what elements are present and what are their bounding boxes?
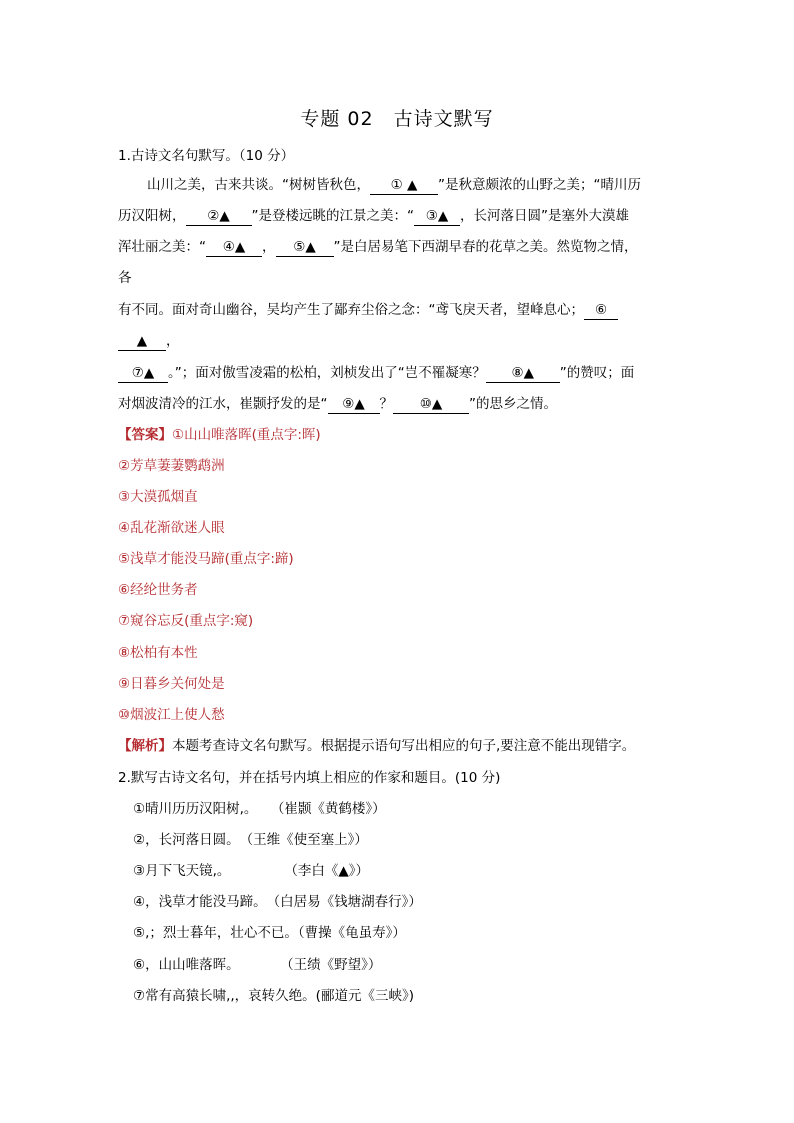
- q1-line-4: 各: [118, 270, 132, 286]
- answer-item: ④乱花渐欲迷人眼: [118, 520, 225, 536]
- q1-line-3: [118, 237, 638, 257]
- blank-9: ⑨▲: [328, 395, 380, 414]
- q1-heading: 1.古诗文名句默写。（10 分）: [118, 148, 295, 164]
- q1-text: 对烟波清冷的江水，崔颢抒发的是“: [118, 396, 328, 412]
- q1-line-7: [118, 363, 634, 383]
- blank-6-cont: ▲: [118, 332, 166, 351]
- page-title: 专题 02 古诗文默写: [300, 108, 494, 130]
- q2-item: ①晴川历历汉阳树,。 （崔颢《黄鹤楼》）: [133, 801, 386, 817]
- analysis-line: [118, 736, 635, 756]
- q1-line-1: [147, 175, 641, 195]
- q2-item: ③月下飞天镜,。 （李白《▲》）: [133, 863, 370, 879]
- q1-line-5: [118, 300, 618, 320]
- answer-item: ①山山唯落晖(重点字:晖): [172, 427, 321, 443]
- q1-line-8: [118, 394, 557, 414]
- q2-item: ⑦常有高猿长啸,,，哀转久绝。(郦道元《三峡》): [133, 988, 414, 1004]
- q1-text: 。”；面对傲雪凌霜的松柏，刘桢发出了“岂不罹凝寒？: [168, 365, 486, 381]
- q2-item: ②，长河落日圆。 （王维《使至塞上》）: [133, 832, 368, 848]
- answer-item: ⑧松柏有本性: [118, 645, 198, 661]
- q1-text: 历汉阳树，: [118, 208, 186, 224]
- answer-line-1: [118, 425, 321, 445]
- q2-item: ④，浅草才能没马蹄。 （白居易《钱塘湖春行》）: [133, 894, 422, 910]
- q1-text: 有不同。面对奇山幽谷，吴均产生了鄙弃尘俗之念：“鸢飞戾天者，望峰息心；: [118, 302, 584, 318]
- blank-5: ⑤▲: [276, 238, 334, 257]
- analysis-text: 本题考查诗文名句默写。根据提示语句写出相应的句子,要注意不能出现错字。: [172, 738, 636, 754]
- q1-text: ，长河落日圆”是塞外大漠雄: [460, 208, 629, 224]
- q1-text: ”是秋意颇浓的山野之美；“晴川历: [438, 177, 641, 193]
- blank-4: ④▲: [206, 238, 262, 257]
- q1-text: ，: [166, 333, 180, 349]
- blank-3: ③▲: [414, 207, 460, 226]
- q1-line-6: [118, 331, 180, 351]
- q1-text: ，: [262, 239, 276, 255]
- q2-item: ⑥，山山唯落晖。 （王绩《野望》）: [133, 957, 382, 973]
- answer-item: ③大漠孤烟直: [118, 489, 198, 505]
- blank-1: ① ▲: [370, 176, 438, 195]
- q1-line-2: [118, 206, 629, 226]
- blank-2: ②▲: [186, 207, 252, 226]
- blank-10: ⑩▲: [393, 395, 469, 414]
- q1-text: ”的赞叹；面: [559, 365, 635, 381]
- q1-text: ”的思乡之情。: [469, 396, 557, 412]
- blank-8: ⑧▲: [486, 364, 560, 383]
- q1-text: 山川之美，古来共谈。“树树皆秋色，: [147, 177, 370, 193]
- blank-7: ⑦▲: [118, 364, 168, 383]
- q1-text: ？: [379, 396, 393, 412]
- q2-heading: 2.默写古诗文名句，并在括号内填上相应的作家和题目。(10 分): [118, 770, 501, 786]
- answer-label: 【答案】: [118, 427, 172, 443]
- q1-text: 浑壮丽之美：“: [118, 239, 206, 255]
- q1-text: ”是白居易笔下西湖早春的花草之美。然览物之情，: [333, 239, 638, 255]
- answer-item: ⑨日暮乡关何处是: [118, 676, 225, 692]
- answer-item: ⑤浅草才能没马蹄(重点字:蹄): [118, 551, 294, 567]
- answer-item: ⑩烟波江上使人愁: [118, 707, 225, 723]
- q2-item: ⑤,；烈士暮年，壮心不已。（曹操《龟虽寿》）: [133, 925, 406, 941]
- q1-text: ”是登楼远眺的江景之美：“: [251, 208, 414, 224]
- answer-item: ②芳草萋萋鹦鹉洲: [118, 458, 225, 474]
- answer-item: ⑦窥谷忘反(重点字:窥): [118, 613, 254, 629]
- blank-6: ⑥: [584, 301, 618, 320]
- analysis-label: 【解析】: [118, 738, 172, 754]
- answer-item: ⑥经纶世务者: [118, 582, 198, 598]
